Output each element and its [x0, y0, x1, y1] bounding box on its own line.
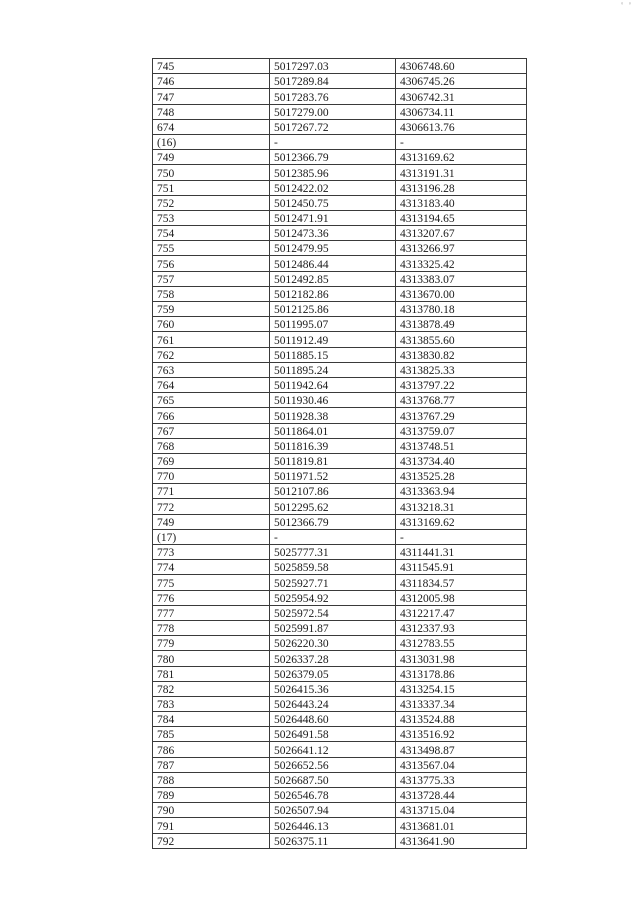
x-coordinate-cell: 5011971.52 [270, 469, 396, 484]
y-coordinate-cell: 4313266.97 [396, 241, 527, 256]
x-coordinate-cell: 5017283.76 [270, 89, 396, 104]
point-id-cell: 745 [153, 59, 270, 74]
point-id-cell: 749 [153, 150, 270, 165]
table-row [153, 499, 527, 514]
table-row [153, 210, 527, 225]
x-coordinate-cell: 5026546.78 [270, 788, 396, 803]
point-id-cell: 751 [153, 180, 270, 195]
table-row [153, 712, 527, 727]
x-coordinate-cell: 5011895.24 [270, 362, 396, 377]
point-id-cell: 757 [153, 271, 270, 286]
table-row [153, 423, 527, 438]
page-corner-mark: ﾟ ﾟ [620, 2, 634, 12]
table-row [153, 119, 527, 134]
point-id-cell: 772 [153, 499, 270, 514]
x-coordinate-cell: 5026448.60 [270, 712, 396, 727]
point-id-cell: 775 [153, 575, 270, 590]
table-row [153, 742, 527, 757]
table-row [153, 165, 527, 180]
point-id-cell: 784 [153, 712, 270, 727]
table-row [153, 180, 527, 195]
y-coordinate-cell: 4306748.60 [396, 59, 527, 74]
y-coordinate-cell: 4313325.42 [396, 256, 527, 271]
table-row [153, 696, 527, 711]
point-id-cell: 674 [153, 119, 270, 134]
point-id-cell: 782 [153, 681, 270, 696]
point-id-cell: 788 [153, 772, 270, 787]
x-coordinate-cell: 5012366.79 [270, 514, 396, 529]
y-coordinate-cell: 4313734.40 [396, 453, 527, 468]
x-coordinate-cell: 5025927.71 [270, 575, 396, 590]
x-coordinate-cell: 5017297.03 [270, 59, 396, 74]
x-coordinate-cell: 5012471.91 [270, 210, 396, 225]
x-coordinate-cell: 5012492.85 [270, 271, 396, 286]
y-coordinate-cell: 4313775.33 [396, 772, 527, 787]
point-id-cell: 758 [153, 286, 270, 301]
point-id-cell: 785 [153, 727, 270, 742]
y-coordinate-cell: 4313768.77 [396, 393, 527, 408]
table-row [153, 529, 527, 544]
table-row [153, 590, 527, 605]
y-coordinate-cell: 4313031.98 [396, 651, 527, 666]
y-coordinate-cell: 4311834.57 [396, 575, 527, 590]
point-id-cell: 776 [153, 590, 270, 605]
table-row [153, 803, 527, 818]
table-row [153, 666, 527, 681]
table-row [153, 332, 527, 347]
point-id-cell: 752 [153, 195, 270, 210]
table-row [153, 636, 527, 651]
y-coordinate-cell: 4313218.31 [396, 499, 527, 514]
y-coordinate-cell: 4313363.94 [396, 484, 527, 499]
point-id-cell: 792 [153, 833, 270, 848]
table-row [153, 347, 527, 362]
table-row [153, 438, 527, 453]
point-id-cell: 747 [153, 89, 270, 104]
point-id-cell: (17) [153, 529, 270, 544]
x-coordinate-cell: 5011816.39 [270, 438, 396, 453]
y-coordinate-cell: 4313525.28 [396, 469, 527, 484]
y-coordinate-cell: 4313767.29 [396, 408, 527, 423]
point-id-cell: 781 [153, 666, 270, 681]
y-coordinate-cell: 4313681.01 [396, 818, 527, 833]
y-coordinate-cell: 4311545.91 [396, 560, 527, 575]
table-row [153, 59, 527, 74]
point-id-cell: 770 [153, 469, 270, 484]
table-row [153, 453, 527, 468]
y-coordinate-cell: 4313254.15 [396, 681, 527, 696]
point-id-cell: 755 [153, 241, 270, 256]
y-coordinate-cell: 4306745.26 [396, 74, 527, 89]
x-coordinate-cell: 5012366.79 [270, 150, 396, 165]
point-id-cell: 779 [153, 636, 270, 651]
point-id-cell: 765 [153, 393, 270, 408]
x-coordinate-cell: 5026641.12 [270, 742, 396, 757]
x-coordinate-cell: 5011819.81 [270, 453, 396, 468]
y-coordinate-cell: 4312005.98 [396, 590, 527, 605]
point-id-cell: 753 [153, 210, 270, 225]
x-coordinate-cell: 5011885.15 [270, 347, 396, 362]
table-row [153, 833, 527, 848]
point-id-cell: 780 [153, 651, 270, 666]
table-row [153, 651, 527, 666]
point-id-cell: 769 [153, 453, 270, 468]
table-row [153, 150, 527, 165]
y-coordinate-cell: 4306613.76 [396, 119, 527, 134]
y-coordinate-cell: 4313830.82 [396, 347, 527, 362]
point-id-cell: 746 [153, 74, 270, 89]
table-row [153, 226, 527, 241]
x-coordinate-cell: 5025954.92 [270, 590, 396, 605]
x-coordinate-cell: - [270, 134, 396, 149]
x-coordinate-cell: 5012486.44 [270, 256, 396, 271]
point-id-cell: 787 [153, 757, 270, 772]
y-coordinate-cell: 4313383.07 [396, 271, 527, 286]
x-coordinate-cell: 5026446.13 [270, 818, 396, 833]
table-row [153, 302, 527, 317]
x-coordinate-cell: 5025991.87 [270, 620, 396, 635]
y-coordinate-cell: 4306742.31 [396, 89, 527, 104]
table-row [153, 377, 527, 392]
x-coordinate-cell: 5012422.02 [270, 180, 396, 195]
point-id-cell: 777 [153, 605, 270, 620]
table-row [153, 620, 527, 635]
x-coordinate-cell: 5017289.84 [270, 74, 396, 89]
y-coordinate-cell: 4313191.31 [396, 165, 527, 180]
point-id-cell: 773 [153, 545, 270, 560]
table-row [153, 362, 527, 377]
x-coordinate-cell: 5025777.31 [270, 545, 396, 560]
y-coordinate-cell: 4313183.40 [396, 195, 527, 210]
point-id-cell: 760 [153, 317, 270, 332]
table-row [153, 89, 527, 104]
table-row [153, 317, 527, 332]
table-row [153, 605, 527, 620]
x-coordinate-cell: 5011930.46 [270, 393, 396, 408]
point-id-cell: 763 [153, 362, 270, 377]
x-coordinate-cell: - [270, 529, 396, 544]
x-coordinate-cell: 5026375.11 [270, 833, 396, 848]
coordinates-table [152, 58, 527, 849]
table-row [153, 727, 527, 742]
y-coordinate-cell: 4313169.62 [396, 150, 527, 165]
table-row [153, 772, 527, 787]
table-row [153, 484, 527, 499]
x-coordinate-cell: 5012295.62 [270, 499, 396, 514]
table-row [153, 545, 527, 560]
point-id-cell: 754 [153, 226, 270, 241]
point-id-cell: 791 [153, 818, 270, 833]
y-coordinate-cell: - [396, 529, 527, 544]
x-coordinate-cell: 5026687.50 [270, 772, 396, 787]
x-coordinate-cell: 5026337.28 [270, 651, 396, 666]
x-coordinate-cell: 5012107.86 [270, 484, 396, 499]
y-coordinate-cell: 4313825.33 [396, 362, 527, 377]
x-coordinate-cell: 5012473.36 [270, 226, 396, 241]
x-coordinate-cell: 5026379.05 [270, 666, 396, 681]
y-coordinate-cell: 4313641.90 [396, 833, 527, 848]
y-coordinate-cell: 4313878.49 [396, 317, 527, 332]
point-id-cell: (16) [153, 134, 270, 149]
x-coordinate-cell: 5026415.36 [270, 681, 396, 696]
x-coordinate-cell: 5026507.94 [270, 803, 396, 818]
y-coordinate-cell: 4313728.44 [396, 788, 527, 803]
point-id-cell: 759 [153, 302, 270, 317]
y-coordinate-cell: 4313207.67 [396, 226, 527, 241]
y-coordinate-cell: 4313759.07 [396, 423, 527, 438]
table-row [153, 286, 527, 301]
y-coordinate-cell: 4313178.86 [396, 666, 527, 681]
table-row [153, 134, 527, 149]
point-id-cell: 761 [153, 332, 270, 347]
x-coordinate-cell: 5012125.86 [270, 302, 396, 317]
x-coordinate-cell: 5026491.58 [270, 727, 396, 742]
point-id-cell: 771 [153, 484, 270, 499]
y-coordinate-cell: 4313196.28 [396, 180, 527, 195]
table-row [153, 560, 527, 575]
y-coordinate-cell: 4313516.92 [396, 727, 527, 742]
x-coordinate-cell: 5011928.38 [270, 408, 396, 423]
point-id-cell: 748 [153, 104, 270, 119]
point-id-cell: 778 [153, 620, 270, 635]
y-coordinate-cell: 4313797.22 [396, 377, 527, 392]
y-coordinate-cell: 4312783.55 [396, 636, 527, 651]
table-row [153, 408, 527, 423]
point-id-cell: 774 [153, 560, 270, 575]
y-coordinate-cell: 4312337.93 [396, 620, 527, 635]
table-row [153, 74, 527, 89]
y-coordinate-cell: - [396, 134, 527, 149]
y-coordinate-cell: 4313670.00 [396, 286, 527, 301]
y-coordinate-cell: 4313498.87 [396, 742, 527, 757]
point-id-cell: 783 [153, 696, 270, 711]
y-coordinate-cell: 4313748.51 [396, 438, 527, 453]
table-row [153, 271, 527, 286]
coordinates-table-body [153, 59, 527, 849]
point-id-cell: 764 [153, 377, 270, 392]
point-id-cell: 786 [153, 742, 270, 757]
x-coordinate-cell: 5012450.75 [270, 195, 396, 210]
table-row [153, 514, 527, 529]
y-coordinate-cell: 4313194.65 [396, 210, 527, 225]
table-row [153, 818, 527, 833]
table-row [153, 757, 527, 772]
point-id-cell: 756 [153, 256, 270, 271]
x-coordinate-cell: 5026443.24 [270, 696, 396, 711]
x-coordinate-cell: 5011942.64 [270, 377, 396, 392]
x-coordinate-cell: 5012385.96 [270, 165, 396, 180]
table-row [153, 104, 527, 119]
y-coordinate-cell: 4312217.47 [396, 605, 527, 620]
y-coordinate-cell: 4313780.18 [396, 302, 527, 317]
y-coordinate-cell: 4313715.04 [396, 803, 527, 818]
point-id-cell: 762 [153, 347, 270, 362]
table-row [153, 195, 527, 210]
x-coordinate-cell: 5012182.86 [270, 286, 396, 301]
table-row [153, 241, 527, 256]
x-coordinate-cell: 5011912.49 [270, 332, 396, 347]
point-id-cell: 767 [153, 423, 270, 438]
y-coordinate-cell: 4311441.31 [396, 545, 527, 560]
point-id-cell: 749 [153, 514, 270, 529]
table-row [153, 393, 527, 408]
table-row [153, 469, 527, 484]
table-row [153, 256, 527, 271]
x-coordinate-cell: 5025859.58 [270, 560, 396, 575]
x-coordinate-cell: 5011995.07 [270, 317, 396, 332]
y-coordinate-cell: 4313524.88 [396, 712, 527, 727]
x-coordinate-cell: 5026220.30 [270, 636, 396, 651]
point-id-cell: 790 [153, 803, 270, 818]
point-id-cell: 789 [153, 788, 270, 803]
y-coordinate-cell: 4313337.34 [396, 696, 527, 711]
point-id-cell: 750 [153, 165, 270, 180]
table-row [153, 788, 527, 803]
x-coordinate-cell: 5026652.56 [270, 757, 396, 772]
x-coordinate-cell: 5017279.00 [270, 104, 396, 119]
y-coordinate-cell: 4313855.60 [396, 332, 527, 347]
x-coordinate-cell: 5017267.72 [270, 119, 396, 134]
point-id-cell: 766 [153, 408, 270, 423]
y-coordinate-cell: 4313169.62 [396, 514, 527, 529]
y-coordinate-cell: 4306734.11 [396, 104, 527, 119]
point-id-cell: 768 [153, 438, 270, 453]
table-row [153, 575, 527, 590]
x-coordinate-cell: 5025972.54 [270, 605, 396, 620]
table-row [153, 681, 527, 696]
y-coordinate-cell: 4313567.04 [396, 757, 527, 772]
x-coordinate-cell: 5012479.95 [270, 241, 396, 256]
x-coordinate-cell: 5011864.01 [270, 423, 396, 438]
